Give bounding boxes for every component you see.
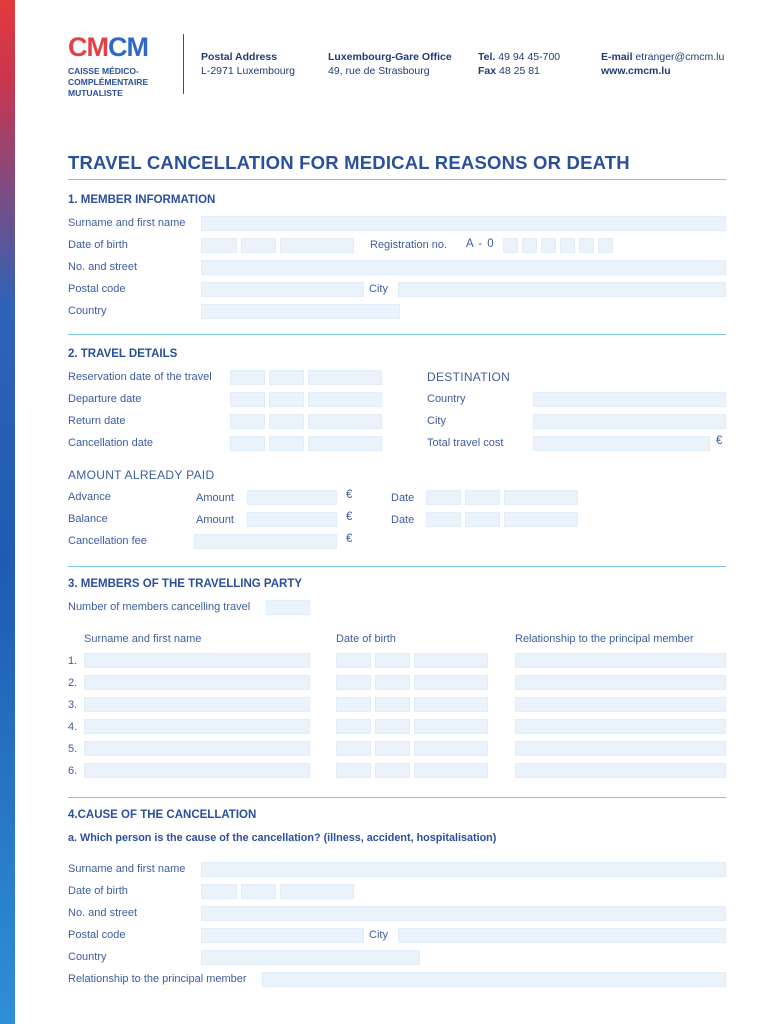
party-relation-field[interactable]: [515, 675, 726, 690]
destination-country-label: Country: [427, 393, 466, 405]
cause-surname-field[interactable]: [201, 862, 726, 877]
cancellation-fee-field[interactable]: [194, 534, 337, 549]
euro-symbol: €: [346, 489, 353, 501]
party-dob-day-field[interactable]: [336, 763, 371, 778]
advance-year-field[interactable]: [504, 490, 578, 505]
party-dob-year-field[interactable]: [414, 719, 488, 734]
advance-amount-label: Amount: [196, 492, 234, 504]
amount-paid-heading: AMOUNT ALREADY PAID: [68, 468, 215, 482]
departure-year-field[interactable]: [308, 392, 382, 407]
total-cost-field[interactable]: [533, 436, 710, 451]
member-street-label: No. and street: [68, 261, 138, 273]
office-address: Luxembourg-Gare Office 49, rue de Strasbourg: [328, 51, 452, 77]
euro-symbol: €: [346, 533, 353, 545]
destination-country-field[interactable]: [533, 392, 726, 407]
row-number: 4.: [68, 721, 78, 733]
party-relation-field[interactable]: [515, 741, 726, 756]
member-surname-label: Surname and first name: [68, 217, 186, 229]
email-website: E-mail etranger@cmcm.lu www.cmcm.lu: [601, 51, 725, 77]
cause-postal-label: Postal code: [68, 929, 126, 941]
cause-city-label: City: [369, 929, 388, 941]
balance-amount-label: Amount: [196, 514, 234, 526]
party-dob-month-field[interactable]: [375, 697, 410, 712]
party-dob-month-field[interactable]: [375, 653, 410, 668]
row-number: 3.: [68, 699, 78, 711]
cause-dob-month-field[interactable]: [241, 884, 276, 899]
registration-digit-field[interactable]: [598, 238, 613, 253]
advance-day-field[interactable]: [426, 490, 461, 505]
party-relation-field[interactable]: [515, 697, 726, 712]
party-dob-month-field[interactable]: [375, 741, 410, 756]
member-country-label: Country: [68, 305, 107, 317]
advance-date-label: Date: [391, 492, 415, 504]
col-relation-header: Relationship to the principal member: [515, 633, 694, 645]
cause-dob-year-field[interactable]: [280, 884, 354, 899]
party-dob-day-field[interactable]: [336, 719, 371, 734]
party-name-field[interactable]: [84, 763, 310, 778]
row-number: 5.: [68, 743, 78, 755]
party-name-field[interactable]: [84, 719, 310, 734]
destination-city-field[interactable]: [533, 414, 726, 429]
party-dob-day-field[interactable]: [336, 697, 371, 712]
question-a: a. Which person is the cause of the cancellation? (illness, accident, hospitalisation): [68, 832, 497, 844]
party-dob-year-field[interactable]: [414, 653, 488, 668]
number-cancelling-field[interactable]: [266, 600, 310, 615]
return-day-field[interactable]: [230, 414, 265, 429]
member-country-field[interactable]: [201, 304, 400, 319]
advance-month-field[interactable]: [465, 490, 500, 505]
section-4-heading: 4.CAUSE OF THE CANCELLATION: [68, 809, 257, 821]
balance-date-label: Date: [391, 514, 415, 526]
return-month-field[interactable]: [269, 414, 304, 429]
cause-relationship-field[interactable]: [262, 972, 726, 987]
phone-fax: Tel. 49 94 45-700 Fax 48 25 81: [478, 51, 561, 77]
member-dob-year-field[interactable]: [280, 238, 354, 253]
party-name-field[interactable]: [84, 741, 310, 756]
cause-surname-label: Surname and first name: [68, 863, 186, 875]
total-cost-label: Total travel cost: [427, 437, 504, 449]
party-dob-day-field[interactable]: [336, 675, 371, 690]
reservation-year-field[interactable]: [308, 370, 382, 385]
title-rule: [68, 179, 726, 180]
cancellation-fee-label: Cancellation fee: [68, 535, 147, 547]
euro-symbol: €: [716, 435, 723, 447]
reservation-month-field[interactable]: [269, 370, 304, 385]
col-dob-header: Date of birth: [336, 633, 396, 645]
member-dob-label: Date of birth: [68, 239, 128, 251]
cause-postal-field[interactable]: [201, 928, 364, 943]
party-relation-field[interactable]: [515, 719, 726, 734]
party-dob-month-field[interactable]: [375, 763, 410, 778]
cancellation-year-field[interactable]: [308, 436, 382, 451]
advance-label: Advance: [68, 491, 111, 503]
party-dob-day-field[interactable]: [336, 653, 371, 668]
registration-digit-field[interactable]: [522, 238, 537, 253]
party-dob-year-field[interactable]: [414, 675, 488, 690]
cancellation-month-field[interactable]: [269, 436, 304, 451]
section-3-rule: [68, 797, 726, 798]
registration-digit-field[interactable]: [503, 238, 518, 253]
party-name-field[interactable]: [84, 697, 310, 712]
cause-city-field[interactable]: [398, 928, 726, 943]
row-number: 2.: [68, 677, 78, 689]
cause-dob-label: Date of birth: [68, 885, 128, 897]
registration-digit-field[interactable]: [579, 238, 594, 253]
cause-relationship-label: Relationship to the principal member: [68, 973, 247, 985]
registration-digit-field[interactable]: [541, 238, 556, 253]
party-dob-year-field[interactable]: [414, 763, 488, 778]
party-name-field[interactable]: [84, 653, 310, 668]
cmcm-logo: CMCM: [68, 32, 148, 62]
section-2-rule: [68, 566, 726, 567]
registration-prefix: A - 0: [466, 238, 495, 250]
section-1-rule: [68, 334, 726, 335]
registration-digit-field[interactable]: [560, 238, 575, 253]
page-title: TRAVEL CANCELLATION FOR MEDICAL REASONS OR DEATH: [68, 152, 630, 173]
sidebar-gradient-stripe: [0, 0, 15, 1024]
logo-subtitle: CAISSE MÉDICO- COMPLÉMENTAIRE MUTUALISTE: [68, 66, 149, 98]
member-city-label: City: [369, 283, 388, 295]
member-dob-month-field[interactable]: [241, 238, 276, 253]
cancellation-day-field[interactable]: [230, 436, 265, 451]
cause-country-label: Country: [68, 951, 107, 963]
departure-month-field[interactable]: [269, 392, 304, 407]
registration-label: Registration no.: [370, 239, 448, 251]
party-relation-field[interactable]: [515, 653, 726, 668]
party-dob-year-field[interactable]: [414, 741, 488, 756]
balance-label: Balance: [68, 513, 108, 525]
row-number: 1.: [68, 655, 78, 667]
member-city-field[interactable]: [398, 282, 726, 297]
party-name-field[interactable]: [84, 675, 310, 690]
party-dob-year-field[interactable]: [414, 697, 488, 712]
section-2-heading: 2. TRAVEL DETAILS: [68, 348, 178, 360]
header-divider: [183, 34, 184, 94]
return-year-field[interactable]: [308, 414, 382, 429]
party-dob-month-field[interactable]: [375, 719, 410, 734]
return-date-label: Return date: [68, 415, 126, 427]
party-dob-day-field[interactable]: [336, 741, 371, 756]
destination-heading: DESTINATION: [427, 370, 511, 384]
section-3-heading: 3. MEMBERS OF THE TRAVELLING PARTY: [68, 578, 303, 590]
euro-symbol: €: [346, 511, 353, 523]
cause-country-field[interactable]: [201, 950, 420, 965]
member-postal-label: Postal code: [68, 283, 126, 295]
reservation-date-label: Reservation date of the travel: [68, 371, 212, 383]
departure-day-field[interactable]: [230, 392, 265, 407]
party-dob-month-field[interactable]: [375, 675, 410, 690]
number-cancelling-label: Number of members cancelling travel: [68, 601, 251, 613]
balance-year-field[interactable]: [504, 512, 578, 527]
advance-amount-field[interactable]: [247, 490, 337, 505]
cause-dob-day-field[interactable]: [201, 884, 237, 899]
member-dob-day-field[interactable]: [201, 238, 237, 253]
section-1-heading: 1. MEMBER INFORMATION: [68, 194, 216, 206]
reservation-day-field[interactable]: [230, 370, 265, 385]
member-postal-field[interactable]: [201, 282, 364, 297]
row-number: 6.: [68, 765, 78, 777]
member-street-field[interactable]: [201, 260, 726, 275]
balance-month-field[interactable]: [465, 512, 500, 527]
balance-day-field[interactable]: [426, 512, 461, 527]
party-relation-field[interactable]: [515, 763, 726, 778]
member-surname-field[interactable]: [201, 216, 726, 231]
balance-amount-field[interactable]: [247, 512, 337, 527]
cancellation-date-label: Cancellation date: [68, 437, 154, 449]
postal-address: Postal Address L-2971 Luxembourg: [201, 51, 295, 77]
departure-date-label: Departure date: [68, 393, 142, 405]
cause-street-field[interactable]: [201, 906, 726, 921]
col-name-header: Surname and first name: [84, 633, 202, 645]
destination-city-label: City: [427, 415, 446, 427]
cause-street-label: No. and street: [68, 907, 138, 919]
